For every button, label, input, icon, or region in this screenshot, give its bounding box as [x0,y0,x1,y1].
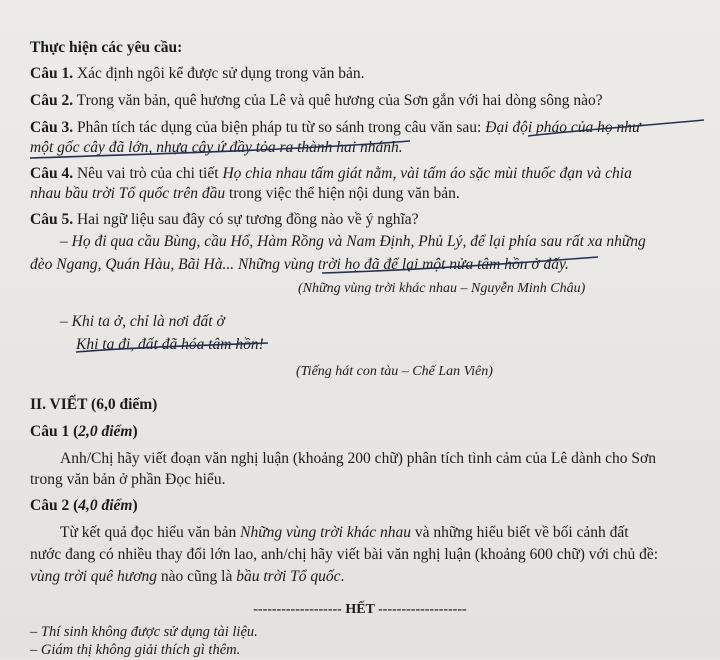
writing-q2-line-3 [30,567,344,587]
question-2-text: Trong văn bản, quê hương của Lê và quê hương của Sơn gắn với hai dòng sông nào? [73,92,603,109]
instructions-heading: Thực hiện các yêu cầu: [30,39,183,56]
writing-q2-line-1-start: Từ kết quả đọc hiểu văn bản [60,524,241,541]
writing-q2-line-1-end: và những hiểu biết về bối cảnh đất [411,524,629,541]
writing-q2-line-1 [60,523,629,543]
question-3-line-1 [30,118,641,138]
question-3-line-2: một gốc cây đã lớn, nhựa cây ứ đầy tỏa ra thành hai nhánh. [30,139,403,156]
writing-q2-label-end: ) [132,497,138,514]
writing-q1-heading [30,422,138,442]
writing-q2-points: 4,0 điểm [78,497,133,514]
question-1 [30,64,365,84]
excerpt-2-source: (Tiếng hát con tàu – Chế Lan Viên) [296,364,493,379]
excerpt-2-line-2: Khi ta đi, đất đã hóa tâm hồn! [76,336,264,353]
note-2: – Giám thị không giải thích gì thêm. [30,642,241,658]
writing-q2-theme-b: bầu trời Tổ quốc [236,568,341,585]
question-3-label: Câu 3. [30,119,74,136]
question-5 [30,210,419,230]
writing-q1-line-2: trong văn bản ở phần Đọc hiểu. [30,471,226,488]
question-4-line-2 [30,184,460,204]
writing-section-title: II. VIẾT (6,0 điểm) [30,396,158,413]
question-3-quote: Đại đội pháo của họ như [485,119,641,136]
excerpt-1-source: (Những vùng trời khác nhau – Nguyễn Minh Châu) [298,281,586,296]
question-5-label: Câu 5. [30,211,74,228]
question-4-quote-end: nhau bầu trời Tổ quốc trên đầu [30,185,226,202]
writing-q1-points: 2,0 điểm [78,423,133,440]
writing-q2-theme-end: . [340,568,345,585]
question-4-label: Câu 4. [30,165,74,182]
writing-q2-heading [30,496,138,516]
question-3-text: Phân tích tác dụng của biện pháp tu từ so sánh trong câu văn sau: [73,119,486,136]
question-2 [30,91,603,111]
question-1-label: Câu 1. [30,65,74,82]
question-4-quote: Họ chia nhau tấm giát nằm, vài tấm áo sặc mùi thuốc đạn và chia [222,165,632,182]
question-4-text: Nêu vai trò của chi tiết [73,165,223,182]
question-2-label: Câu 2. [30,92,74,109]
question-4-line-1 [30,164,632,184]
excerpt-2-line-1: – Khi ta ở, chỉ là nơi đất ở [60,313,225,330]
question-1-text: Xác định ngôi kể được sử dụng trong văn bản. [73,65,365,82]
writing-q2-line-2: nước đang có nhiều thay đổi lớn lao, anh/chị hãy viết bài văn nghị luận (khoảng 600 chữ) với chủ đề: [30,546,659,563]
writing-q1-line-1: Anh/Chị hãy viết đoạn văn nghị luận (khoảng 200 chữ) phân tích tình cảm của Lê dành cho Sơn [60,450,656,467]
writing-q2-text-title: Những vùng trời khác nhau [240,524,411,541]
excerpt-1-line-1: – Họ đi qua cầu Bùng, cầu Hổ, Hàm Rồng và Nam Định, Phủ Lý, để lại phía sau rất xa những [60,233,646,250]
question-5-text: Hai ngữ liệu sau đây có sự tương đồng nào về ý nghĩa? [73,211,419,228]
note-1: – Thí sinh không được sử dụng tài liệu. [30,624,258,640]
writing-q1-label: Câu 1 ( [30,423,79,440]
writing-q2-theme-a: vùng trời quê hương [30,568,158,585]
writing-q2-label: Câu 2 ( [30,497,79,514]
writing-q2-theme-mid: nào cũng là [157,568,237,585]
writing-q1-label-end: ) [132,423,138,440]
excerpt-1-line-2: đèo Ngang, Quán Hàu, Bãi Hà... Những vùng trời họ đã để lại một nửa tâm hồn ở đấy. [30,256,569,273]
question-4-text-end: trong việc thể hiện nội dung văn bản. [225,185,460,202]
end-mark: ------------------- HẾT ------------------- [253,602,467,617]
